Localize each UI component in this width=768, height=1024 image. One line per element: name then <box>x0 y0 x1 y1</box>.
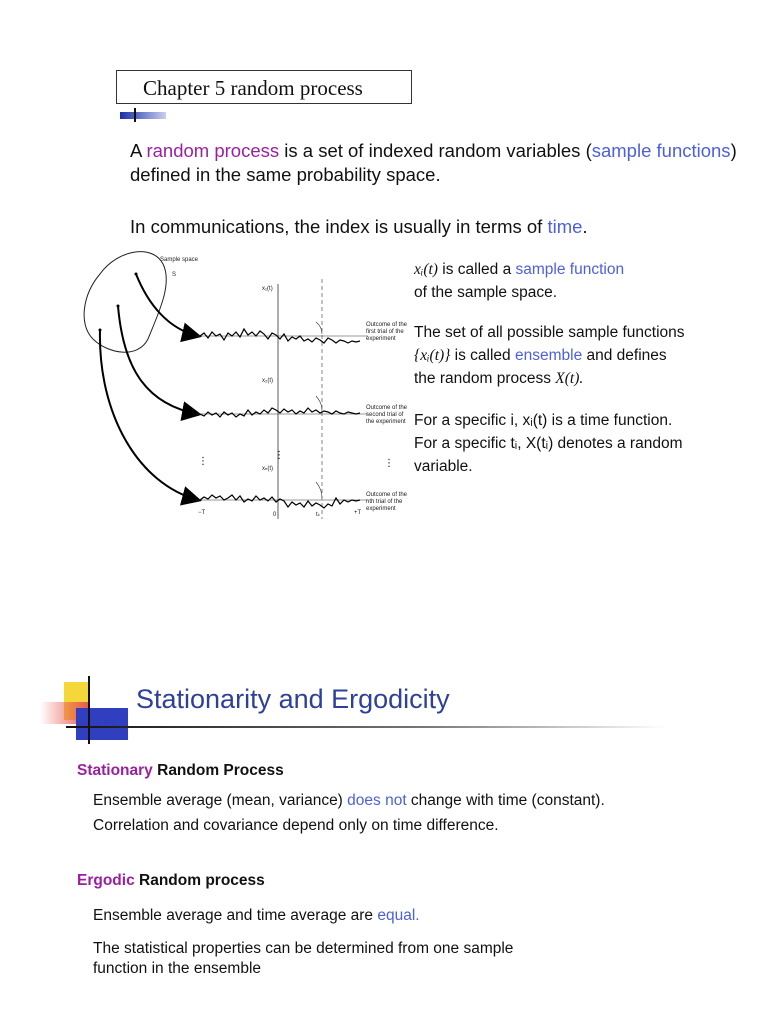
ergodic-line-3: function in the ensemble <box>93 960 262 977</box>
side-text-3b: For a specific tᵢ, X(tᵢ) denotes a random <box>414 435 683 452</box>
term-time: time <box>547 216 583 237</box>
sample-space-blob <box>84 252 166 353</box>
title-deco-blue <box>76 708 128 740</box>
side-text-1b: of the sample space. <box>414 284 558 301</box>
trial2-label: Outcome of the second trial of the experiment <box>366 405 408 425</box>
intro-line-2: defined in the same probability space. <box>130 164 441 185</box>
chapter-title: Chapter 5 random process <box>116 70 412 104</box>
svg-text:⋮: ⋮ <box>198 456 208 467</box>
title-deco-vline <box>88 676 90 744</box>
bullet-marker <box>120 112 166 119</box>
ergodic-line-2: The statistical properties can be determined from one sample <box>93 940 514 957</box>
trialn-label: Outcome of the nth trial of the experiment <box>366 492 408 512</box>
bullet-marker-stem <box>134 108 136 122</box>
axis-left-label: −T <box>198 510 206 516</box>
svg-text:⋮: ⋮ <box>274 450 284 461</box>
trial1-label: Outcome of the first trial of the experiment <box>366 322 408 342</box>
side-text-2c: the random process X(t). <box>414 370 584 387</box>
random-process-diagram <box>78 244 418 529</box>
ergodic-heading: Ergodic Random process <box>77 872 265 889</box>
slide2-title: Stationarity and Ergodicity <box>136 684 450 714</box>
intro-line-1: A random process is a set of indexed random variables (sample functions) <box>130 140 737 161</box>
term-random-process: random process <box>146 140 280 161</box>
xn-label: xₙ(t) <box>262 466 274 472</box>
ergodic-line-1: Ensemble average and time average are equal. <box>93 907 420 924</box>
svg-text:⋮: ⋮ <box>384 458 394 469</box>
stationary-line-2: Correlation and covariance depend only on time difference. <box>93 817 499 834</box>
x2-label: x₂(t) <box>262 378 273 384</box>
index-line: In communications, the index is usually in terms of time. <box>130 216 588 237</box>
sample-space-symbol: S <box>172 272 177 278</box>
title-underline <box>66 726 666 728</box>
stationary-heading: Stationary Random Process <box>77 762 284 779</box>
sample-space-label: Sample space <box>160 257 199 263</box>
side-text-2a: The set of all possible sample functions <box>414 324 685 341</box>
tk-label: tₖ <box>316 512 321 518</box>
x1-label: x₁(t) <box>262 286 273 292</box>
side-text-3c: variable. <box>414 458 473 475</box>
axis-right-label: +T <box>354 510 362 516</box>
side-text-3a: For a specific i, xᵢ(t) is a time function. <box>414 412 673 429</box>
side-text-1: xᵢ(t) is called a sample function <box>414 261 625 278</box>
stationary-line-1: Ensemble average (mean, variance) does not change with time (constant). <box>93 792 605 809</box>
axis-zero-label: 0 <box>273 512 277 518</box>
term-sample-functions: sample functions <box>591 140 731 161</box>
side-text-2b: {xᵢ(t)} is called ensemble and defines <box>414 347 667 364</box>
